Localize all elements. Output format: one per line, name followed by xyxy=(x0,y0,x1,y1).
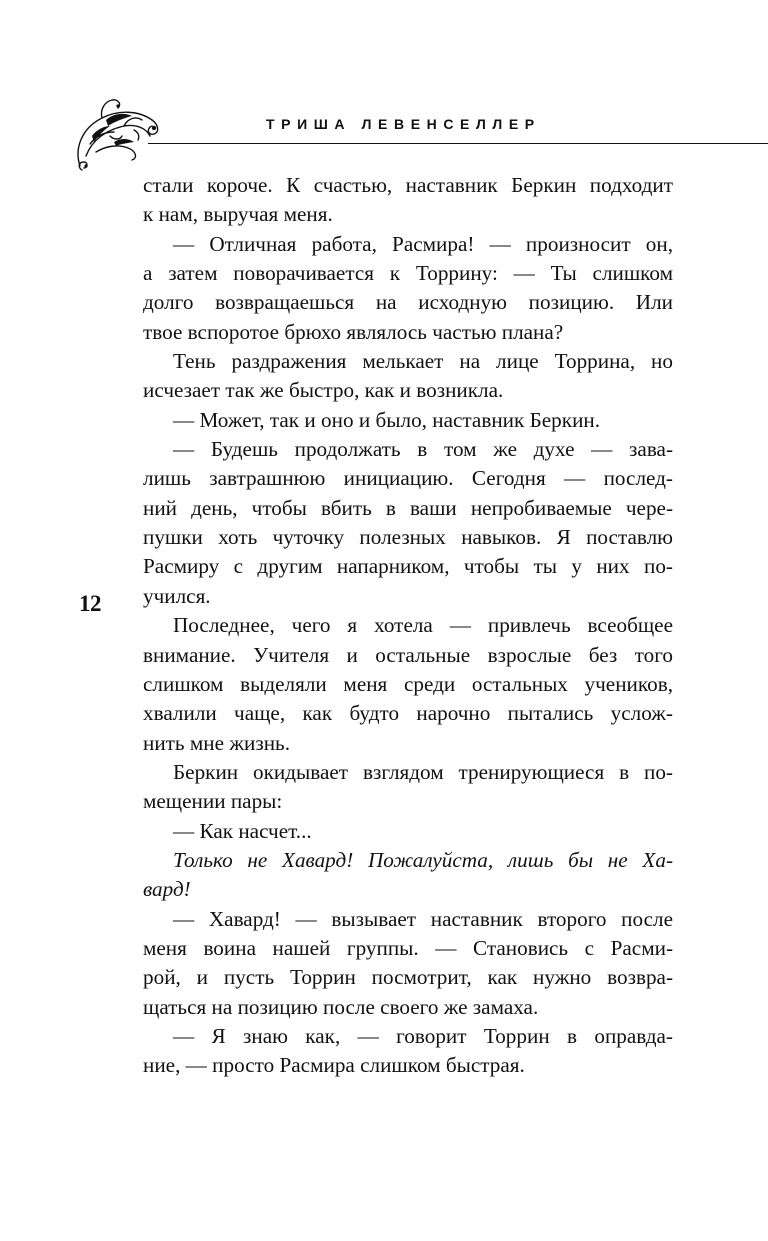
text-line: ние, — просто Расмира слишком быстрая. xyxy=(143,1053,525,1078)
text-line: внимание. Учителя и остальные взрослые без того xyxy=(143,642,673,667)
text-line: слишком выделяли меня среди остальных учеников, xyxy=(143,671,673,696)
text-line: рой, и пусть Торрин посмотрит, как нужно возвра- xyxy=(143,965,673,990)
text-line: Расмиру с другим напарником, чтобы ты у них по- xyxy=(143,554,673,579)
text-line: — Будешь продолжать в том же духе — зава- xyxy=(173,437,673,462)
text-line: твое вспоротое брюхо являлось частью плана? xyxy=(143,319,564,344)
text-line: ний день, чтобы вбить в ваши непробиваемые чере- xyxy=(143,495,673,520)
page-number: 12 xyxy=(79,591,101,616)
text-line: щаться на позицию после своего же замаха. xyxy=(143,994,539,1019)
text-line: к нам, выручая меня. xyxy=(143,202,333,227)
text-line: меня воина нашей группы. — Становись с Расми- xyxy=(143,935,673,960)
text-line: вард! xyxy=(143,877,191,902)
text-line: Только не Хавард! Пожалуйста, лишь бы не Ха- xyxy=(173,847,673,872)
floral-ornament-icon xyxy=(66,96,166,174)
text-line: мещении пары: xyxy=(143,789,283,814)
text-line: лишь завтрашнюю инициацию. Сегодня — послед- xyxy=(143,466,673,491)
text-line: Тень раздражения мелькает на лице Торрина, но xyxy=(173,349,673,374)
text-line: хвалили чаще, как будто нарочно пытались услож- xyxy=(143,701,673,726)
text-line: — Как насчет... xyxy=(173,818,312,843)
text-line: нить мне жизнь. xyxy=(143,730,290,755)
text-line: Беркин окидывает взглядом тренирующиеся в по- xyxy=(173,759,673,784)
header-divider xyxy=(148,143,768,144)
text-line: пушки хоть чуточку полезных навыков. Я поставлю xyxy=(143,525,673,550)
text-line: — Хавард! — вызывает наставник второго после xyxy=(173,906,673,931)
text-line: Последнее, чего я хотела — привлечь всеобщее xyxy=(173,613,673,638)
text-line: долго возвращаешься на исходную позицию. Или xyxy=(143,290,673,315)
text-line: учился. xyxy=(143,583,211,608)
text-line: — Может, так и оно и было, наставник Беркин. xyxy=(173,407,601,432)
text-line: исчезает так же быстро, как и возникла. xyxy=(143,378,504,403)
text-line: — Отличная работа, Расмира! — произносит он, xyxy=(173,231,673,256)
body-text xyxy=(143,171,673,1081)
text-line: стали короче. К счастью, наставник Беркин подходит xyxy=(143,173,673,197)
running-header-title: ТРИША ЛЕВЕНСЕЛЛЕР xyxy=(266,116,541,132)
text-line: — Я знаю как, — говорит Торрин в оправда- xyxy=(173,1023,673,1048)
text-line: а затем поворачивается к Торрину: — Ты слишком xyxy=(143,261,673,286)
